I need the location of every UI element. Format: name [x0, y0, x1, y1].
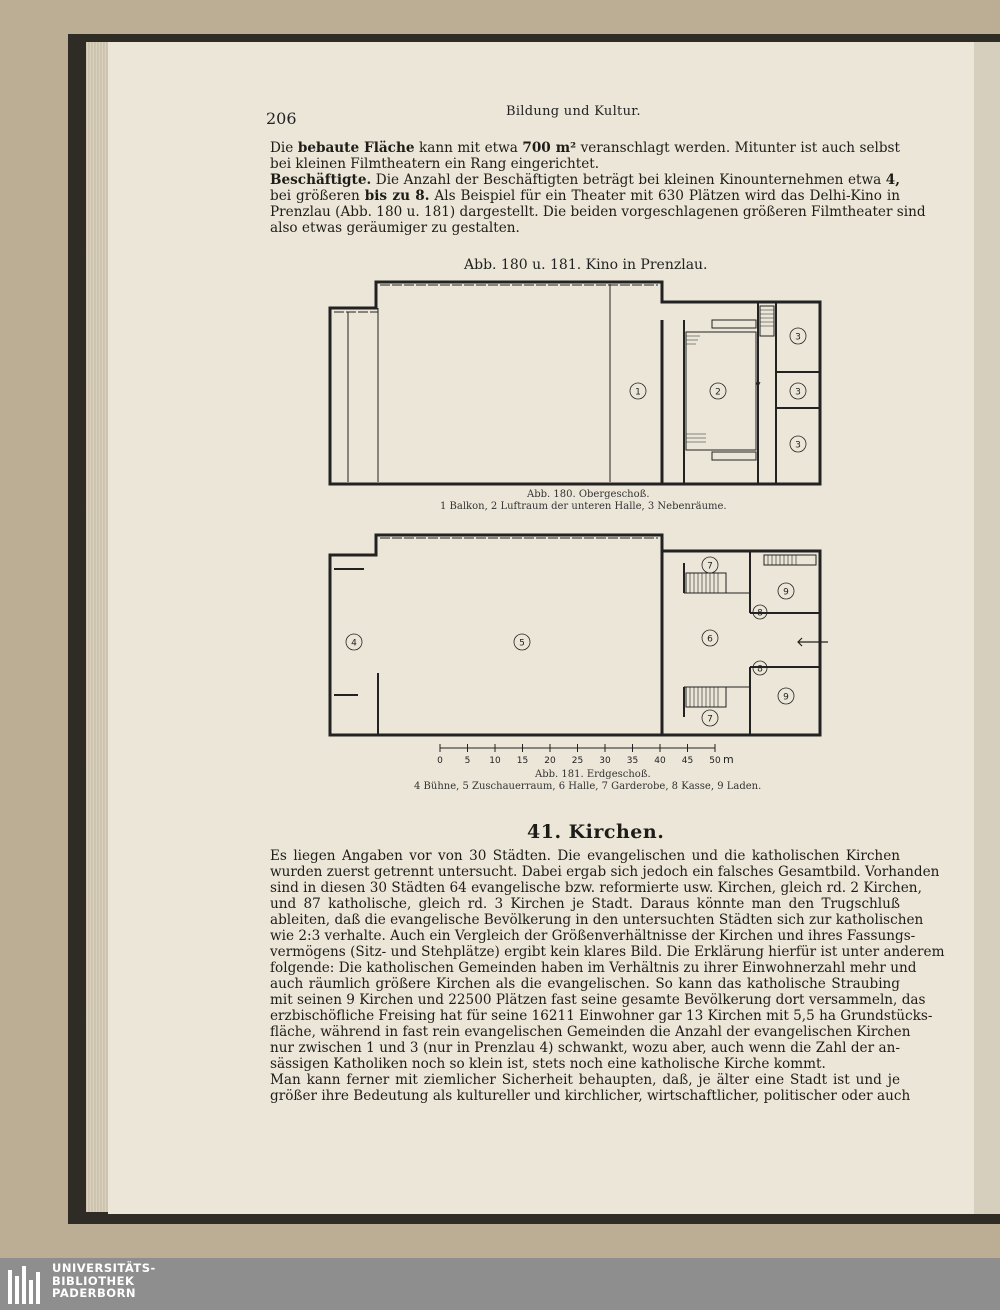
plan-label-2: 2 — [715, 387, 721, 398]
text-line: vermögens (Sitz- und Stehplätze) ergibt kein klares Bild. Die Erklärung hierfür ist unter anderem — [270, 944, 945, 960]
plan-label-8: 8 — [757, 608, 763, 619]
library-line-1: UNIVERSITÄTS- — [52, 1261, 156, 1275]
library-line-3: PADERBORN — [52, 1286, 137, 1300]
text-line: ableiten, daß die evangelische Bevölkerung in den untersuchten Städten sich zur katholischen — [270, 912, 924, 928]
intro-paragraph — [270, 140, 926, 236]
plan-label-9: 9 — [783, 692, 789, 703]
scale-tick-label: 45 — [681, 756, 694, 766]
plan-label-4: 4 — [351, 638, 357, 649]
scale-tick-label: 50 — [709, 756, 721, 766]
plan-label-3: 3 — [795, 332, 801, 343]
fig180-caption-legend: 1 Balkon, 2 Luftraum der unteren Halle, 3 Nebenräume. — [440, 501, 727, 512]
scale-unit: m — [723, 753, 734, 766]
text-line: mit seinen 9 Kirchen und 22500 Plätzen fast seine gesamte Bevölkerung dort versammeln, das — [270, 992, 926, 1008]
text-line: und 87 katholische, gleich rd. 3 Kirchen je Stadt. Daraus könnte man den Trugschluß — [270, 896, 900, 912]
text-line: Die bebaute Fläche kann mit etwa 700 m² veranschlagt werden. Mitunter ist auch selbst — [270, 140, 900, 156]
plan-label-7: 7 — [707, 714, 713, 725]
text-line: größer ihre Bedeutung als kultureller und kirchlicher, wirtschaftlicher, politischer oder auch — [270, 1088, 911, 1104]
text-line: fläche, während in fast rein evangelischen Gemeinden die Anzahl der evangelischen Kirchen — [270, 1024, 911, 1040]
text-line: Beschäftigte. Die Anzahl der Beschäftigten beträgt bei kleinen Kinounternehmen etwa 4, — [270, 172, 900, 188]
scale-tick-label: 20 — [544, 756, 556, 766]
section-heading: 41. Kirchen. — [527, 821, 665, 843]
figure-title: Abb. 180 u. 181. Kino in Prenzlau. — [464, 257, 708, 273]
floor-plan-ground — [328, 533, 828, 741]
plan-label-8: 8 — [757, 664, 763, 675]
text-line: Man kann ferner mit ziemlicher Sicherheit behaupten, daß, je älter eine Stadt ist und je — [270, 1072, 900, 1088]
text-line: also etwas geräumiger zu gestalten. — [270, 220, 520, 236]
scale-tick-label: 10 — [489, 756, 501, 766]
scale-tick-label: 15 — [516, 756, 529, 766]
fig181-caption-title: Abb. 181. Erdgeschoß. — [535, 769, 651, 780]
scale-tick-label: 35 — [626, 756, 639, 766]
library-line-2: BIBLIOTHEK — [52, 1273, 135, 1288]
plan-label-1: 1 — [635, 387, 641, 398]
page-number: 206 — [266, 109, 297, 128]
floor-plan-upper — [328, 280, 828, 488]
library-name — [52, 1262, 156, 1300]
scale-tick-label: 0 — [437, 756, 443, 766]
plan-label-6: 6 — [707, 634, 713, 645]
library-logo-icon — [8, 1266, 44, 1304]
plan-label-9: 9 — [783, 587, 789, 598]
text-line: sind in diesen 30 Städten 64 evangelische bzw. reformierte usw. Kirchen, gleich rd. 2 Kirchen, — [270, 880, 922, 896]
body-paragraph — [270, 848, 945, 1104]
scale-tick-label: 30 — [599, 756, 611, 766]
text-line: bei größeren bis zu 8. Als Beispiel für ein Theater mit 630 Plätzen wird das Delhi-Kino in — [270, 188, 900, 204]
scale-tick-label: 5 — [464, 756, 471, 766]
text-line: sässigen Katholiken noch so klein ist, stets noch eine katholische Kirche kommt. — [270, 1056, 826, 1072]
plan-label-7: 7 — [707, 561, 713, 572]
plan-label-3: 3 — [795, 387, 801, 398]
fig180-caption-title: Abb. 180. Obergeschoß. — [527, 489, 650, 500]
text-line: wie 2:3 verhalte. Auch ein Vergleich der Größenverhältnisse der Kirchen und ihres Fassungs- — [270, 928, 916, 944]
text-line: wurden zuerst getrennt untersucht. Dabei ergab sich jedoch ein falsches Gesamtbild. Vorhanden — [270, 864, 940, 880]
plan-label-5: 5 — [519, 638, 525, 649]
text-line: erzbischöfliche Freising hat für seine 16211 Einwohner gar 13 Kirchen mit 5,5 ha Grundstücks- — [270, 1008, 933, 1024]
text-line: nur zwischen 1 und 3 (nur in Prenzlau 4) schwankt, wozu aber, auch wenn die Zahl der an- — [270, 1040, 900, 1056]
plan-label-3: 3 — [795, 440, 801, 451]
fig181-caption-legend: 4 Bühne, 5 Zuschauerraum, 6 Halle, 7 Garderobe, 8 Kasse, 9 Laden. — [414, 781, 762, 792]
facing-page-edge — [974, 42, 1000, 1214]
text-line: Es liegen Angaben vor von 30 Städten. Die evangelischen und die katholischen Kirchen — [270, 848, 900, 864]
scale-tick-label: 25 — [571, 756, 584, 766]
text-line: Prenzlau (Abb. 180 u. 181) dargestellt. Die beiden vorgeschlagenen größeren Filmtheater sind — [270, 204, 926, 220]
running-head: Bildung und Kultur. — [506, 104, 641, 119]
text-line: auch räumlich größere Kirchen als die evangelischen. So kann das katholische Straubing — [270, 976, 900, 992]
text-line: bei kleinen Filmtheatern ein Rang eingerichtet. — [270, 156, 600, 172]
scale-bar — [430, 744, 770, 768]
page-edges — [86, 42, 110, 1212]
scale-tick-label: 40 — [654, 756, 666, 766]
text-line: folgende: Die katholischen Gemeinden haben im Verhältnis zu ihrer Einwohnerzahl mehr und — [270, 960, 917, 976]
